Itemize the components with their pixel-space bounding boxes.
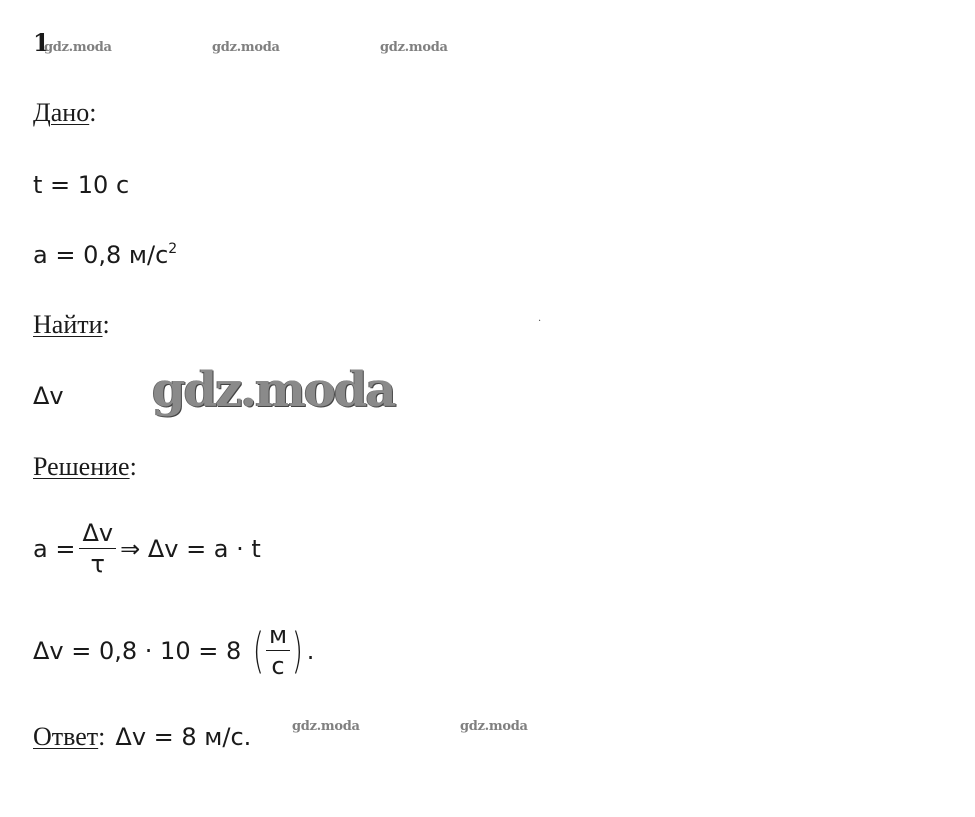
answer-heading-text: Ответ — [33, 722, 99, 751]
eq1-rhs: ⇒ Δv = a · t — [120, 534, 261, 563]
watermark-large: gdz.moda — [152, 362, 395, 418]
solution-heading-colon: : — [129, 452, 137, 481]
eq1-numerator: Δv — [79, 520, 116, 549]
eq1-lhs: a = — [33, 534, 76, 563]
answer-heading-colon: : — [98, 722, 106, 751]
find-value: Δv — [33, 382, 64, 410]
find-heading — [33, 310, 110, 340]
eq1-denominator: τ — [90, 550, 105, 579]
equation-delta-v-calc — [33, 622, 314, 680]
given-heading — [33, 98, 96, 128]
answer-value: Δv = 8 м/с. — [115, 723, 252, 751]
watermark-answer-1: gdz.moda — [292, 719, 360, 734]
find-heading-colon: : — [102, 310, 110, 339]
answer-line — [33, 722, 251, 752]
eq2-end: . — [306, 636, 315, 665]
equation-acceleration-definition — [33, 520, 261, 578]
given-heading-colon: : — [89, 98, 97, 127]
solution-heading — [33, 452, 137, 482]
watermark-header-2: gdz.moda — [212, 40, 280, 55]
answer-heading — [33, 722, 105, 752]
eq2-left-paren: ( — [252, 622, 265, 679]
problem-number: 1 — [33, 28, 50, 57]
eq2-main: Δv = 0,8 · 10 = 8 — [33, 636, 242, 665]
given-acceleration-main: a = 0,8 м/с — [33, 241, 169, 269]
stray-dot: · — [538, 316, 542, 327]
watermark-header-3: gdz.moda — [380, 40, 448, 55]
given-acceleration-exponent: 2 — [168, 241, 178, 257]
eq2-unit-fraction — [266, 622, 290, 680]
eq2-right-paren: ) — [291, 622, 304, 679]
eq2-unit-denominator: с — [271, 652, 285, 681]
given-acceleration — [33, 241, 177, 269]
watermark-answer-2: gdz.moda — [460, 719, 528, 734]
solution-heading-text: Решение — [33, 452, 130, 481]
watermark-header-1: gdz.moda — [44, 40, 112, 55]
given-heading-text: Дано — [33, 98, 90, 127]
eq2-unit-numerator: м — [266, 622, 290, 651]
given-time: t = 10 c — [33, 171, 130, 199]
eq1-fraction — [79, 520, 116, 578]
find-heading-text: Найти — [33, 310, 103, 339]
